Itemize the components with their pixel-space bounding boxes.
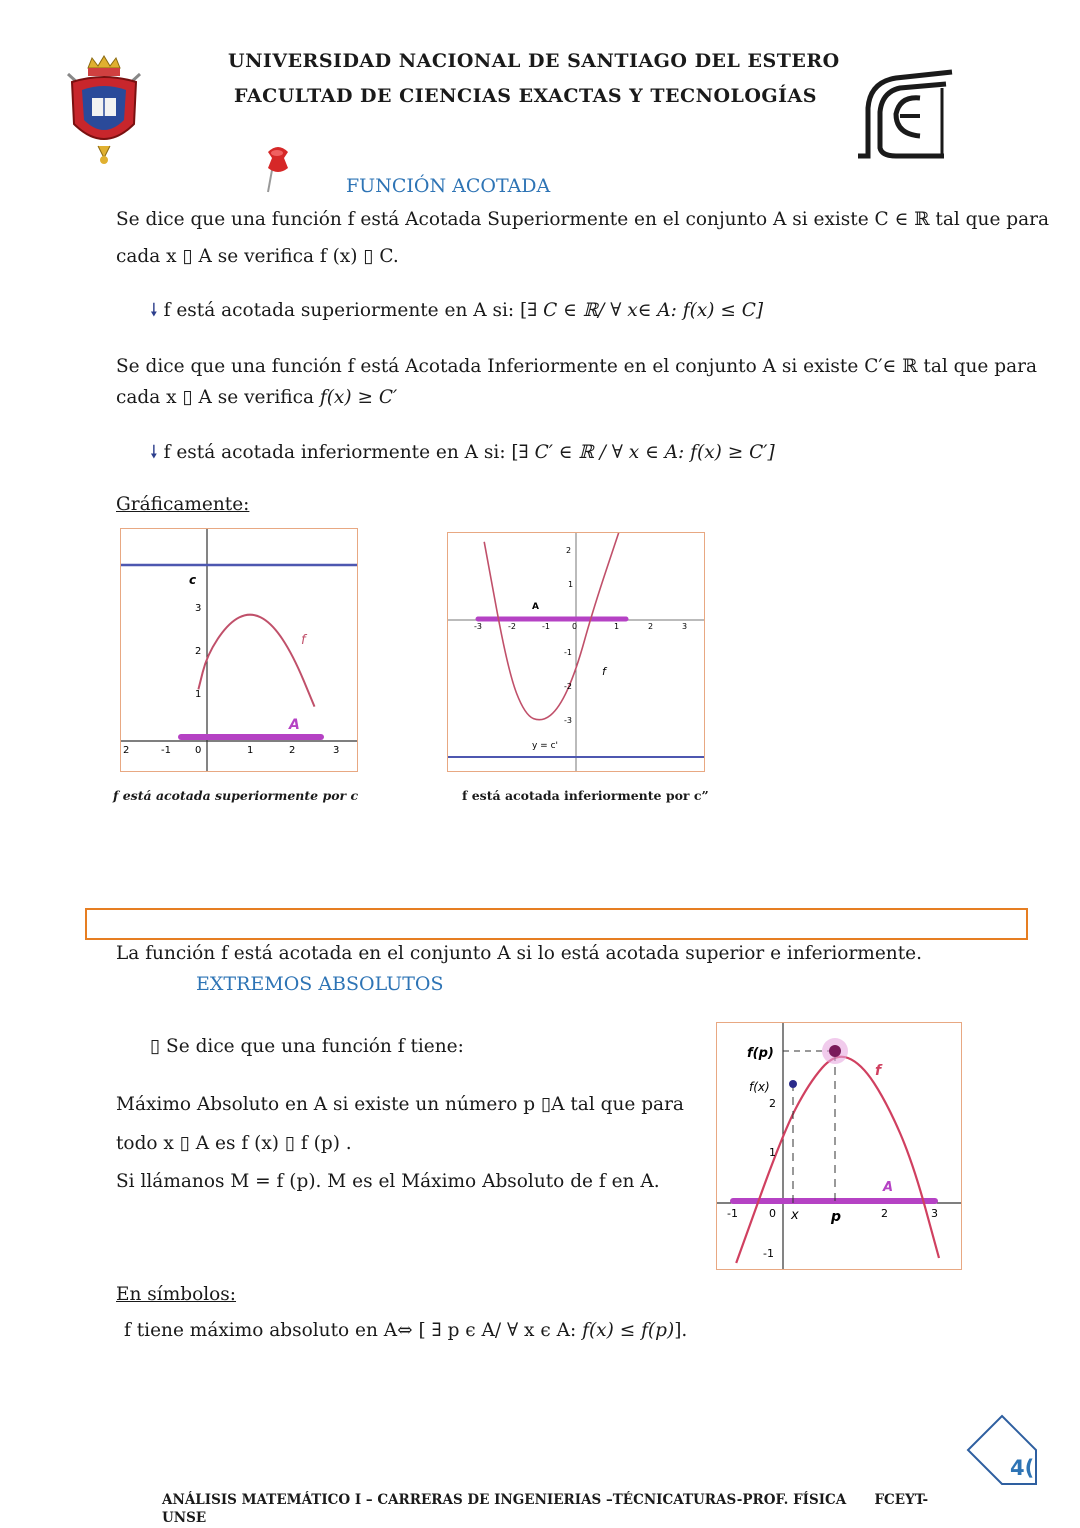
xtick-label: 1: [247, 745, 254, 756]
xtick-label: 2: [648, 622, 654, 631]
max-definition-line1: Máximo Absoluto en A si existe un número p ▯A tal que para: [116, 1094, 684, 1115]
acotada-statement: La función f está acotada en el conjunto A si lo está acotada superior e inferiormente.: [116, 943, 922, 964]
ytick-label: -2: [564, 682, 572, 691]
xtick-label: p: [831, 1209, 842, 1225]
inf-def-text: cada x ▯ A se verifica: [116, 387, 320, 408]
set-label: A: [289, 717, 300, 733]
tiene-line: ▯ Se dice que una función f tiene:: [150, 1036, 464, 1057]
iff-icon: ⇔: [397, 1320, 413, 1341]
ytick-label: 1: [195, 689, 202, 700]
footer: [162, 1491, 942, 1527]
bound-label: c: [189, 573, 197, 587]
xtick-label: -3: [474, 622, 482, 631]
arrow-bullet-icon: 🠗: [150, 442, 158, 463]
sup-definition-line2: cada x ▯ A se verifica f (x) ▯ C.: [116, 246, 399, 267]
symbol-math: f(x) ≤ f(p): [582, 1320, 675, 1341]
xtick-label: 2: [123, 745, 130, 756]
curve-label: f: [602, 665, 606, 678]
set-label: A: [883, 1180, 894, 1195]
ytick-label: 1: [568, 580, 574, 589]
footer-line1: ANÁLISIS MATEMÁTICO I – CARRERAS DE INGENIERIAS –TÉCNICATURAS-PROF. FÍSICA FCEYT-: [162, 1492, 929, 1508]
inf-bullet: [150, 440, 775, 470]
xtick-label: -2: [508, 622, 516, 631]
xtick-label: 0: [769, 1207, 776, 1220]
page-number-badge: [966, 1414, 1040, 1488]
section-title-extremos: EXTREMOS ABSOLUTOS: [196, 973, 444, 995]
curve-label: f: [875, 1063, 882, 1079]
ytick-label: 2: [566, 546, 572, 555]
page-number: 4(: [1010, 1456, 1035, 1480]
ytick-label: 2: [769, 1097, 776, 1110]
inf-definition-line1: Se dice que una función f está Acotada Inferiormente en el conjunto A si existe C′∈ ℝ tal que para: [116, 356, 1037, 377]
sup-bullet-math: ∃ C ∈ ℝ/ ∀ x∈ A: f(x) ≤ C]: [527, 300, 764, 321]
xtick-label: x: [791, 1208, 799, 1223]
chart-absolute-maximum: [716, 1022, 962, 1270]
symbol-text: f tiene máximo absoluto en A: [124, 1320, 398, 1341]
xtick-label: 0: [572, 622, 578, 631]
symbol-statement: [124, 1320, 687, 1341]
ytick-label: -1: [763, 1247, 774, 1260]
inf-bullet-math: ∃ C′ ∈ ℝ / ∀ x ∈ A: f(x) ≥ C′]: [518, 442, 775, 463]
university-seal: [62, 54, 146, 166]
university-name: UNIVERSIDAD NACIONAL DE SANTIAGO DEL ESTERO: [228, 50, 840, 72]
footer-line2: UNSE: [162, 1510, 207, 1526]
arrow-bullet-icon: 🠗: [150, 300, 158, 321]
max-definition-line3: Si llámanos M = f (p). M es el Máximo Absoluto de f en A.: [116, 1171, 660, 1192]
xtick-label: 2: [881, 1207, 888, 1220]
symbol-end: ].: [674, 1320, 688, 1341]
xtick-label: 3: [931, 1207, 938, 1220]
sup-bullet-text: f está acotada superiormente en A si: [: [163, 300, 528, 321]
bound-label: y = c': [532, 741, 559, 751]
set-label: A: [532, 602, 539, 612]
sup-bullet: [150, 298, 763, 328]
curve-label: f: [301, 633, 306, 648]
fp-label: f(p): [747, 1046, 774, 1061]
inf-definition-line2: [116, 387, 397, 408]
ytick-label: 2: [195, 646, 202, 657]
pushpin-icon: [262, 144, 294, 194]
en-simbolos-label: En símbolos:: [116, 1284, 237, 1305]
xtick-label: -1: [542, 622, 550, 631]
max-point: [829, 1045, 841, 1057]
faculty-logo: [856, 68, 956, 162]
orange-frame: [85, 908, 1028, 940]
ytick-label: -3: [564, 716, 572, 725]
inf-bullet-text: f está acotada inferiormente en A si: [: [163, 442, 519, 463]
caption-right: f está acotada inferiormente por c”: [462, 788, 709, 803]
xtick-label: 3: [682, 622, 688, 631]
faculty-name: FACULTAD DE CIENCIAS EXACTAS Y TECNOLOGÍAS: [234, 85, 817, 107]
graficamente-label: Gráficamente:: [116, 494, 250, 515]
xtick-label: 3: [333, 745, 340, 756]
chart-lower-bound: [447, 532, 705, 772]
xtick-label: -1: [727, 1207, 738, 1220]
xtick-label: 0: [195, 745, 202, 756]
xtick-label: 2: [289, 745, 296, 756]
x-point: [789, 1080, 797, 1088]
section-title-funcion-acotada: FUNCIÓN ACOTADA: [346, 175, 551, 197]
max-definition-line2: todo x ▯ A es f (x) ▯ f (p) .: [116, 1133, 352, 1154]
inf-def-math: f(x) ≥ C′: [319, 387, 398, 408]
fx-label: f(x): [749, 1080, 770, 1094]
curve-f: [198, 615, 314, 707]
symbol-rest: [ ∃ p є A/ ∀ x є A:: [412, 1320, 583, 1341]
caption-left: f está acotada superiormente por c: [113, 788, 359, 803]
xtick-label: -1: [161, 745, 171, 756]
chart-upper-bound: [120, 528, 358, 772]
xtick-label: 1: [614, 622, 620, 631]
sup-definition-line1: Se dice que una función f está Acotada Superiormente en el conjunto A si existe C ∈ ℝ tal que para: [116, 209, 1050, 230]
curve-f: [484, 533, 620, 720]
ytick-label: 1: [769, 1146, 776, 1159]
ytick-label: 3: [195, 603, 202, 614]
ytick-label: -1: [564, 648, 572, 657]
